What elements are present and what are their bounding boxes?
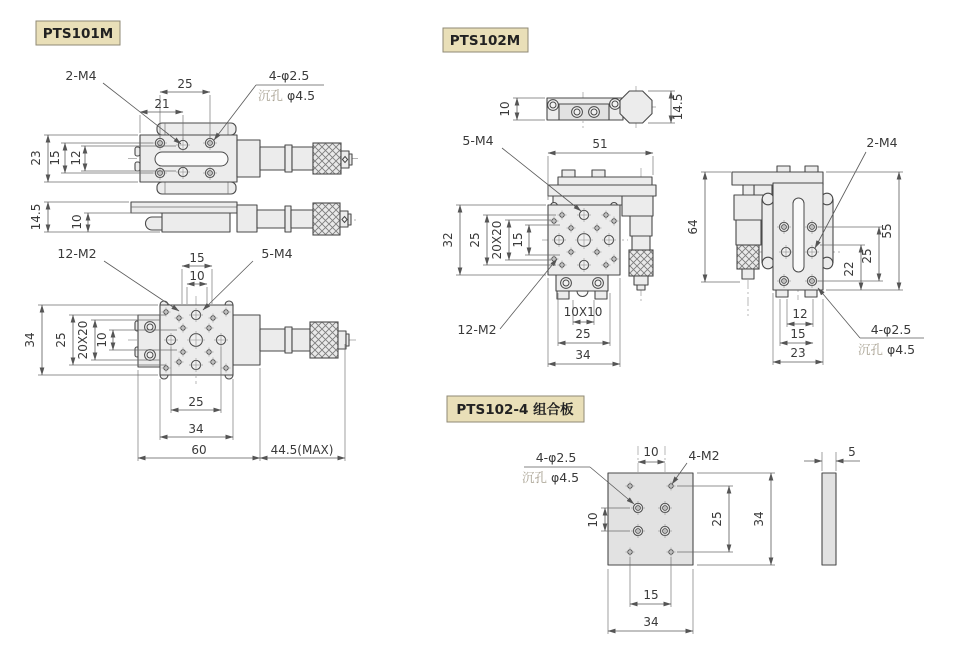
- label-5-m4: 5-M4: [261, 246, 293, 261]
- pts101m-title-text: PTS101M: [42, 26, 114, 42]
- label-cbore-size: φ4.5: [287, 88, 316, 103]
- travel-slot: [155, 152, 228, 166]
- dim-height-12: 12: [69, 150, 83, 166]
- dim-width-23: 23: [790, 346, 806, 360]
- pts102m-side-view-body: [732, 166, 843, 316]
- dim-width-25: 25: [575, 327, 591, 341]
- dim-width-21: 21: [154, 97, 170, 111]
- dim-height-34: 34: [752, 511, 766, 527]
- micrometer-knurl: [313, 203, 340, 235]
- dim-grid-20x20: 20X20: [76, 320, 90, 360]
- pts102m-side-view: [732, 135, 924, 365]
- dim-height-10: 10: [95, 332, 109, 348]
- pts101m-side-view-body: [131, 202, 358, 235]
- dim-height-10: 10: [586, 512, 600, 528]
- pts102m-top-view-body: [547, 86, 656, 128]
- pts101m-plan-view: [23, 246, 356, 461]
- label-2-m4: 2-M4: [866, 135, 898, 150]
- label-cbore-size: φ4.5: [551, 470, 580, 485]
- screw-head: [572, 107, 583, 118]
- screw-head: [593, 278, 604, 289]
- adapter-plate: [608, 473, 693, 565]
- dim-height-32: 32: [441, 232, 455, 248]
- pts102-4-title: [447, 396, 584, 422]
- adapter-plate-edge: [822, 473, 836, 565]
- dim-width-25: 25: [188, 395, 204, 409]
- adjust-knob-octagon: [620, 91, 652, 123]
- pts102-4-plan-view: [522, 445, 775, 634]
- micrometer-knurl: [629, 250, 653, 276]
- dim-width-51: 51: [592, 137, 608, 151]
- pts102-4-side-view-dimensions: [804, 445, 860, 471]
- dim-height-25: 25: [54, 332, 68, 348]
- label-4-hole: 4-φ2.5: [268, 68, 310, 83]
- dim-height-34: 34: [23, 332, 37, 348]
- dim-width-15: 15: [189, 251, 205, 265]
- label-4-m2: 4-M2: [688, 448, 720, 463]
- pts102m-top-view: [498, 86, 685, 128]
- dim-height-10: 10: [70, 214, 84, 230]
- pts102-4-side-view: [804, 445, 860, 565]
- pts102m-title: [443, 28, 528, 52]
- pts102-4-plate-body: [608, 446, 693, 565]
- dim-width-60: 60: [191, 443, 207, 457]
- label-cbore-cn: 沉孔: [258, 88, 284, 103]
- dim-width-10: 10: [643, 445, 659, 459]
- pts101m-title: [36, 21, 120, 45]
- label-5-m4: 5-M4: [462, 133, 494, 148]
- label-cbore-cn: 沉孔: [858, 342, 884, 357]
- pts102m-front-view-body: [542, 168, 656, 302]
- dim-width-34: 34: [188, 422, 204, 436]
- screw-head: [589, 107, 600, 118]
- dim-width-10: 10: [189, 269, 205, 283]
- dim-width-34: 34: [575, 348, 591, 362]
- label-cbore-cn: 沉孔: [522, 470, 548, 485]
- dim-height-15: 15: [511, 232, 525, 248]
- dim-width-max: 44.5(MAX): [270, 443, 334, 457]
- dim-width-25: 25: [177, 77, 193, 91]
- dim-thickness-5: 5: [848, 445, 856, 459]
- dim-height-55: 55: [880, 223, 894, 239]
- micrometer-knurl: [310, 322, 338, 358]
- locking-screw: [145, 350, 156, 361]
- dim-height-22: 22: [842, 261, 856, 277]
- screw-head: [548, 100, 559, 111]
- dim-width-12: 12: [792, 307, 808, 321]
- dim-height-10: 10: [498, 101, 512, 117]
- screw-head: [561, 278, 572, 289]
- label-4-hole: 4-φ2.5: [535, 450, 577, 465]
- label-12-m2: 12-M2: [57, 246, 97, 261]
- dim-height-15: 15: [48, 150, 62, 166]
- pts102-4-title-text: PTS102-4 组合板: [456, 402, 574, 418]
- dim-height-14-5: 14.5: [29, 203, 43, 231]
- dim-height-23: 23: [29, 150, 43, 166]
- label-12-m2: 12-M2: [457, 322, 497, 337]
- dim-height-64: 64: [686, 219, 700, 235]
- pts101m-side-view: [29, 202, 358, 235]
- dim-grid-10x10: 10X10: [563, 305, 603, 319]
- label-2-m4: 2-M4: [65, 68, 97, 83]
- dim-height-25: 25: [468, 232, 482, 248]
- pts102m-title-text: PTS102M: [449, 33, 521, 49]
- dim-height-25: 25: [860, 248, 874, 264]
- micrometer-knurl: [737, 245, 759, 269]
- travel-slot: [793, 198, 804, 272]
- micrometer-knurl: [313, 143, 341, 174]
- pts102m-front-view: [441, 133, 740, 367]
- dim-height-25: 25: [710, 511, 724, 527]
- dim-height-14-5: 14.5: [671, 93, 685, 121]
- label-4-hole: 4-φ2.5: [870, 322, 912, 337]
- dim-width-34: 34: [643, 615, 659, 629]
- dim-width-15: 15: [643, 588, 659, 602]
- pts101m-plan-view-body: [128, 296, 356, 384]
- label-cbore-size: φ4.5: [887, 342, 916, 357]
- pts101m-top-view: [29, 68, 358, 194]
- dim-grid-20x20: 20X20: [490, 220, 504, 260]
- dim-width-15: 15: [790, 327, 806, 341]
- pts101m-top-view-body: [128, 123, 358, 194]
- locking-screw: [145, 322, 156, 333]
- screw-head: [610, 99, 621, 110]
